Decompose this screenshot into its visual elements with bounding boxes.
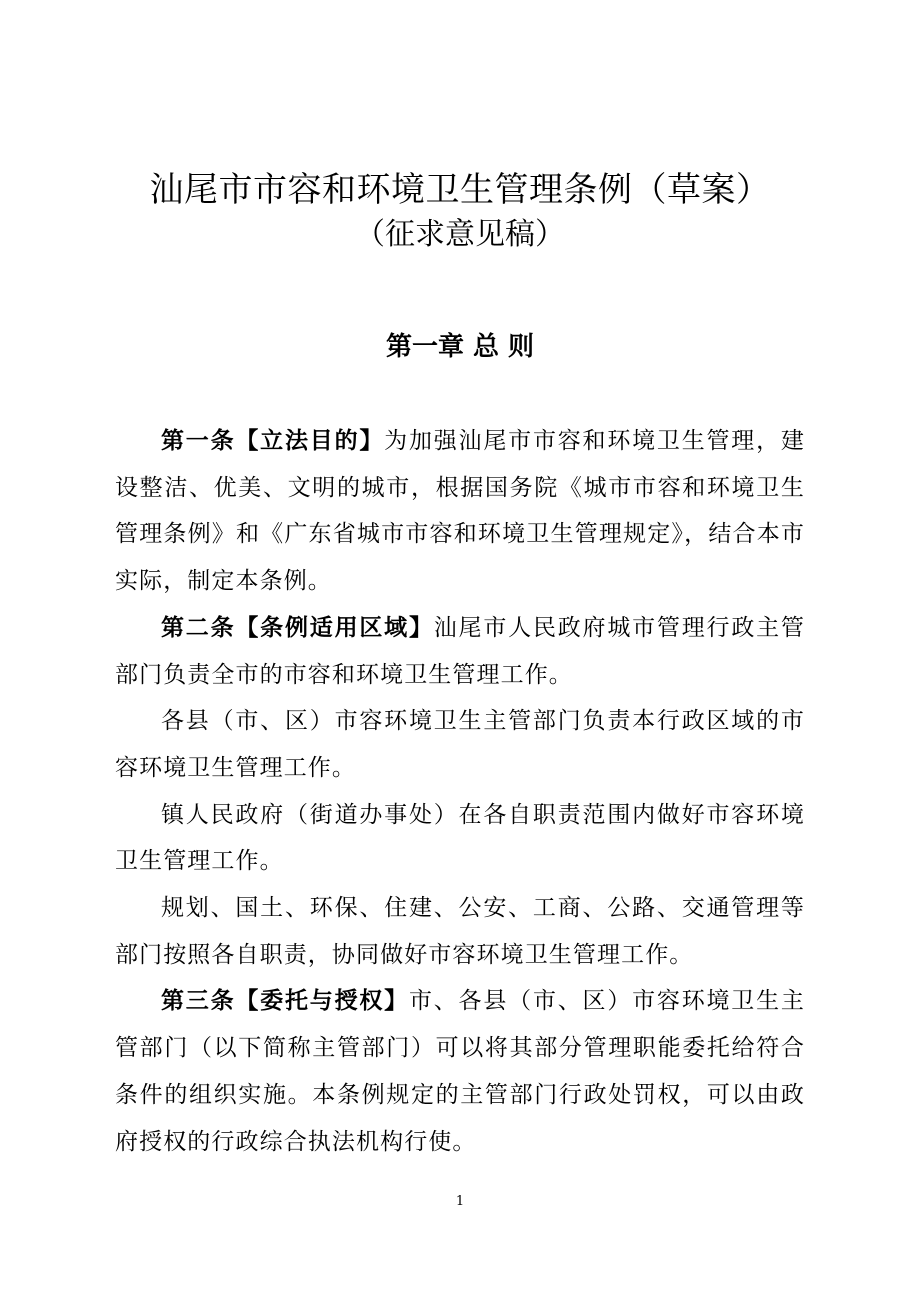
document-title: 汕尾市市容和环境卫生管理条例（草案） — [149, 170, 771, 210]
article-2-text: 汕尾市人民政府城市管理行政主管部门负责全市的市容和环境卫生管理工作。 — [115, 614, 806, 688]
article-2-heading: 第二条【条例适用区域】 — [161, 614, 434, 641]
article-3-heading: 第三条【委托与授权】 — [161, 988, 409, 1015]
article-3-paragraph — [115, 978, 805, 1165]
article-1-paragraph — [115, 418, 805, 605]
article-2-clause-2-text: 各县（市、区）市容环境卫生主管部门负责本行政区域的市容环境卫生管理工作。 — [115, 708, 805, 781]
chapter-heading: 第一章 总 则 — [385, 332, 535, 362]
article-2-clause-2 — [115, 698, 805, 791]
article-2-clause-3-text: 镇人民政府（街道办事处）在各自职责范围内做好市容环境卫生管理工作。 — [115, 801, 805, 875]
document-subtitle: （征求意见稿） — [355, 217, 565, 252]
article-2-clause-4-text: 规划、国土、环保、住建、公安、工商、公路、交通管理等部门按照各自职责，协同做好市容环境卫生管理工作。 — [115, 895, 805, 968]
article-1-heading: 第一条【立法目的】 — [161, 428, 385, 454]
article-2-clause-4 — [115, 885, 805, 978]
article-2-clause-3 — [115, 792, 805, 885]
page-number: 1 — [455, 1194, 465, 1209]
article-1-text: 为加强汕尾市市容和环境卫生管理，建设整洁、优美、文明的城市，根据国务院《城市市容和环境卫生管理条例》和《广东省城市市容和环境卫生管理规定》，结合本市实际，制定本条例。 — [115, 428, 806, 595]
document-body — [115, 418, 805, 1165]
article-2-paragraph — [115, 605, 805, 698]
article-3-text: 市、各县（市、区）市容环境卫生主管部门（以下简称主管部门）可以将其部分管理职能委托给符合条件的组织实施。本条例规定的主管部门行政处罚权，可以由政府授权的行政综合执法机构行使。 — [115, 988, 806, 1155]
